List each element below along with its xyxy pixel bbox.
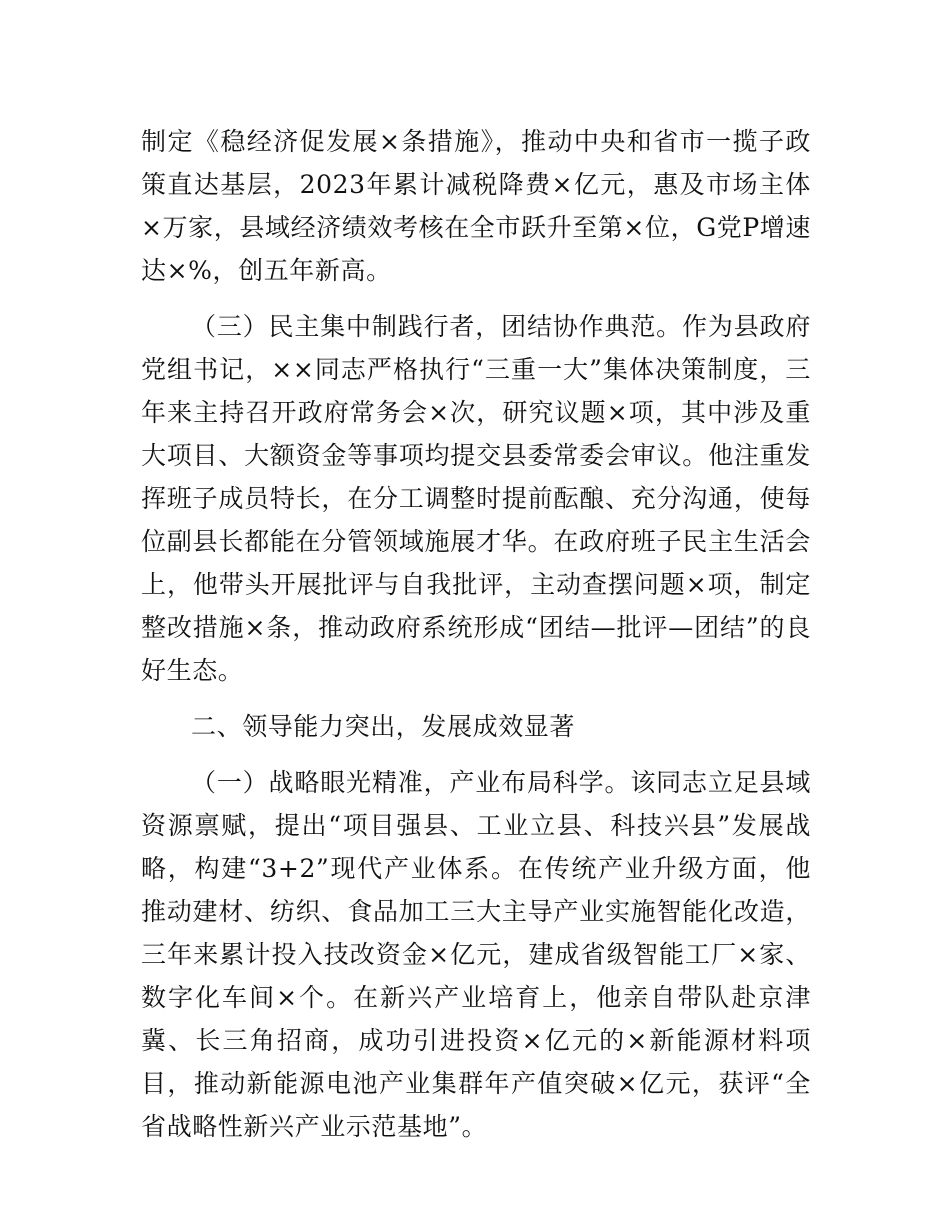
paragraph-continued: 制定《稳经济促发展×条措施》，推动中央和省市一揽子政策直达基层，2023年累计减税降费×亿元，惠及市场主体×万家，县域经济绩效考核在全市跃升至第×位，G党P增速达×%，创五年新高。	[141, 127, 811, 285]
document-body	[141, 120, 811, 1148]
paragraph-subsection-1: （一）战略眼光精准，产业布局科学。该同志立足县域资源禀赋，提出“项目强县、工业立县、科技兴县”发展战略，构建“3+2”现代产业体系。在传统产业升级方面，他推动建材、纺织、食品加工三大主导产业实施智能化改造，三年来累计投入技改资金×亿元，建成省级智能工厂×家、数字化车间×个。在新兴产业培育上，他亲自带队赴京津冀、长三角招商，成功引进投资×亿元的×新能源材料项目，推动新能源电池产业集群年产值突破×亿元，获评“全省战略性新兴产业示范基地”。	[141, 768, 811, 1141]
section-heading-2: 二、领导能力突出，发展成效显著	[191, 712, 576, 741]
paragraph-section-3: （三）民主集中制践行者，团结协作典范。作为县政府党组书记，××同志严格执行“三重一大”集体决策制度，三年来主持召开政府常务会×次，研究议题×项，其中涉及重大项目、大额资金等事项均提交县委常委会审议。他注重发挥班子成员特长，在分工调整时提前酝酿、充分沟通，使每位副县长都能在分管领域施展才华。在政府班子民主生活会上，他带头开展批评与自我批评，主动查摆问题×项，制定整改措施×条，推动政府系统形成“团结—批评—团结”的良好生态。	[141, 312, 811, 685]
